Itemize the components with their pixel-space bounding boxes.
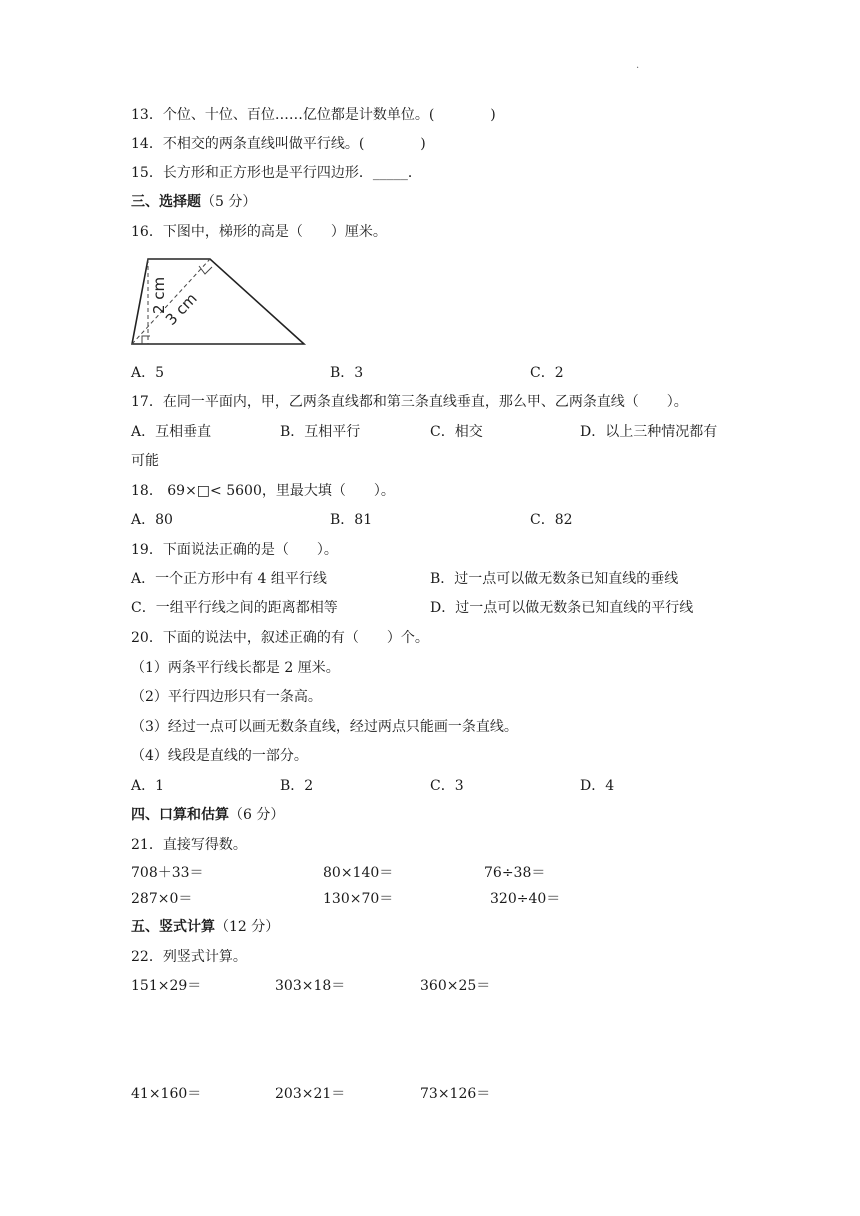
right-angle-mark-top	[199, 266, 212, 274]
section-3-heading	[131, 193, 256, 211]
question-19: 19．下面说法正确的是（ ）。	[131, 542, 338, 558]
question-20-statement-2: （2）平行四边形只有一条高。	[131, 689, 322, 705]
expression-320-div-40: 320÷40＝	[490, 891, 561, 907]
question-17-option-d-continued: 可能	[131, 453, 159, 469]
question-19-option-c: C．一组平行线之间的距离都相等	[131, 600, 338, 616]
expression-130-times-70: 130×70＝	[323, 891, 394, 907]
question-20-option-d: D．4	[580, 778, 615, 794]
question-19-option-b: B．过一点可以做无数条已知直线的垂线	[430, 571, 679, 587]
section-5-title: 五、竖式计算	[131, 919, 215, 935]
question-17-option-d: D．以上三种情况都有	[580, 424, 718, 440]
question-20-statement-1: （1）两条平行线长都是 2 厘米。	[131, 660, 340, 676]
section-4-heading	[131, 806, 284, 824]
right-angle-mark-bottom	[142, 336, 150, 344]
question-20-option-a: A．1	[131, 778, 165, 794]
expression-287-times-0: 287×0＝	[131, 891, 193, 907]
question-18: 18． 69×□< 5600，里最大填（ ）。	[131, 483, 395, 499]
question-13: 13．个位、十位、百位……亿位都是计数单位。( )	[131, 107, 496, 123]
question-21: 21．直接写得数。	[131, 837, 247, 853]
section-4-score: （6 分）	[229, 807, 285, 823]
section-4-title: 四、口算和估算	[131, 807, 229, 823]
expression-303-times-18: 303×18＝	[275, 978, 346, 994]
section-3-title: 三、选择题	[131, 194, 201, 210]
question-14: 14．不相交的两条直线叫做平行线。( )	[131, 136, 426, 152]
question-19-option-a: A．一个正方形中有 4 组平行线	[131, 571, 327, 587]
expression-73-times-126: 73×126＝	[420, 1086, 491, 1102]
question-17-option-a: A．互相垂直	[131, 424, 212, 440]
section-3-score: （5 分）	[201, 194, 257, 210]
expression-708-plus-33: 708＋33＝	[131, 865, 204, 881]
expression-151-times-29: 151×29＝	[131, 978, 202, 994]
question-20-option-b: B．2	[280, 778, 314, 794]
question-16-option-c: C．2	[530, 365, 564, 381]
expression-41-times-160: 41×160＝	[131, 1086, 202, 1102]
question-20-statement-3: （3）经过一点可以画无数条直线，经过两点只能画一条直线。	[131, 719, 518, 735]
question-16: 16．下图中，梯形的高是（ ）厘米。	[131, 224, 387, 240]
question-16-option-a: A．5	[131, 365, 165, 381]
section-5-score: （12 分）	[215, 919, 280, 935]
question-20: 20．下面的说法中，叙述正确的有（ ）个。	[131, 630, 429, 646]
question-18-option-a: A．80	[131, 512, 173, 528]
question-22: 22．列竖式计算。	[131, 949, 247, 965]
question-20-statement-4: （4）线段是直线的一部分。	[131, 748, 308, 764]
expression-76-div-38: 76÷38＝	[484, 865, 546, 881]
question-18-option-b: B．81	[330, 512, 373, 528]
question-19-option-d: D．过一点可以做无数条已知直线的平行线	[430, 600, 694, 616]
section-5-heading	[131, 918, 279, 936]
expression-203-times-21: 203×21＝	[275, 1086, 346, 1102]
trapezoid-figure	[128, 254, 310, 348]
question-15: 15．长方形和正方形也是平行四边形．_____．	[131, 165, 422, 181]
height-label: 2 cm	[150, 276, 168, 314]
question-20-option-c: C．3	[430, 778, 464, 794]
expression-360-times-25: 360×25＝	[420, 978, 491, 994]
question-16-option-b: B．3	[330, 365, 364, 381]
question-18-option-c: C．82	[530, 512, 573, 528]
header-dot: .	[636, 60, 640, 71]
expression-80-times-140: 80×140＝	[323, 865, 394, 881]
question-17-option-b: B．互相平行	[280, 424, 361, 440]
diagonal-label: 3 cm	[161, 289, 201, 329]
question-17-option-c: C．相交	[430, 424, 483, 440]
question-17: 17．在同一平面内，甲，乙两条直线都和第三条直线垂直，那么甲、乙两条直线（ ）。	[131, 394, 688, 410]
